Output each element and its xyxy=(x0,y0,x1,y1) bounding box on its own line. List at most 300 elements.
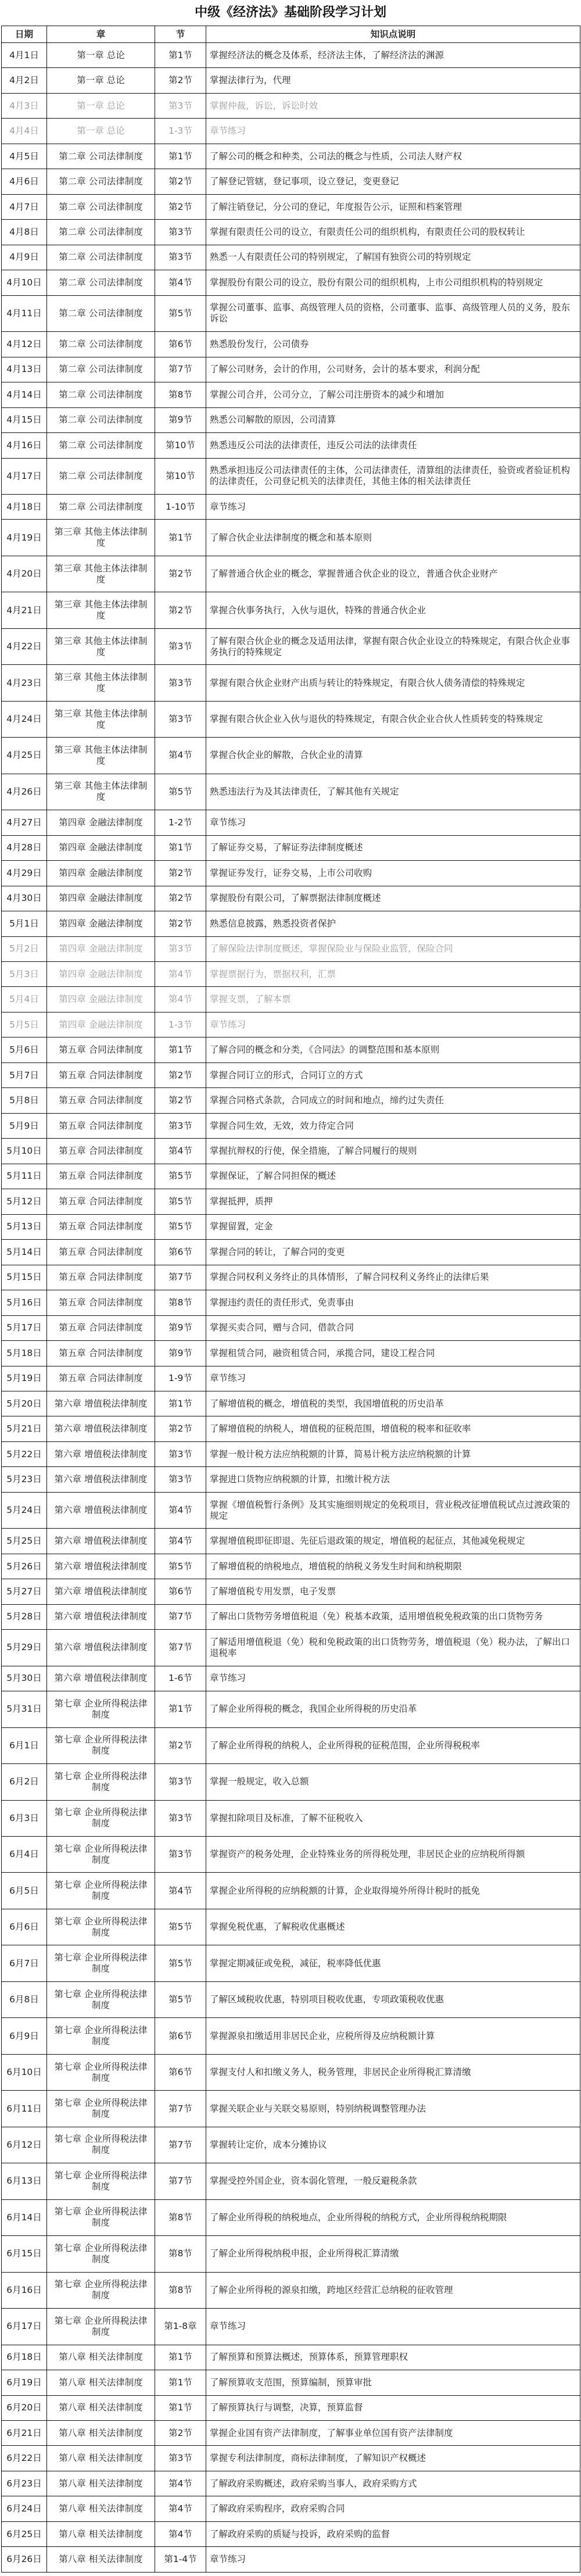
date-cell: 4月26日 xyxy=(2,774,47,810)
section-cell: 第3节 xyxy=(155,701,206,737)
section-cell: 第10节 xyxy=(155,433,206,458)
chapter-cell: 第三章 其他主体法律制度 xyxy=(47,628,155,664)
description-cell: 掌握受控外国企业，资本弱化管理，一般反避税条款 xyxy=(206,2163,580,2199)
chapter-cell: 第八章 相关法律制度 xyxy=(47,2446,155,2471)
chapter-cell: 第二章 公司法律制度 xyxy=(47,194,155,219)
table-row xyxy=(2,270,580,295)
section-cell: 第3节 xyxy=(155,1764,206,1800)
description-cell: 熟悉承担违反公司法律责任的主体，公司法律责任，清算组的法律责任，验资或者验证机构的法律责任，公司登记机关的法律责任，其他主体的相关法律责任 xyxy=(206,458,580,494)
date-cell: 6月1日 xyxy=(2,1727,47,1763)
date-cell: 5月24日 xyxy=(2,1492,47,1528)
section-cell: 第1节 xyxy=(155,835,206,860)
section-cell: 第9节 xyxy=(155,1341,206,1366)
chapter-cell: 第五章 合同法律制度 xyxy=(47,1341,155,1366)
date-cell: 6月22日 xyxy=(2,2446,47,2471)
section-cell: 第6节 xyxy=(155,1240,206,1265)
date-cell: 6月2日 xyxy=(2,1764,47,1800)
table-row xyxy=(2,1240,580,1265)
date-cell: 6月20日 xyxy=(2,2395,47,2420)
description-cell: 了解区域税收优惠，特别项目税收优惠，专项政策税收优惠 xyxy=(206,1981,580,2017)
table-row xyxy=(2,1945,580,1981)
chapter-cell: 第五章 合同法律制度 xyxy=(47,1139,155,1164)
chapter-cell: 第二章 公司法律制度 xyxy=(47,494,155,519)
chapter-cell: 第六章 增值税法律制度 xyxy=(47,1579,155,1604)
section-cell: 第7节 xyxy=(155,1265,206,1290)
date-cell: 6月11日 xyxy=(2,2091,47,2127)
table-row xyxy=(2,2471,580,2496)
table-row xyxy=(2,1164,580,1189)
section-cell: 第2节 xyxy=(155,1416,206,1441)
chapter-cell: 第一章 总论 xyxy=(47,119,155,144)
chapter-cell: 第七章 企业所得税法律制度 xyxy=(47,1800,155,1836)
date-cell: 5月21日 xyxy=(2,1416,47,1441)
chapter-cell: 第五章 合同法律制度 xyxy=(47,1164,155,1189)
chapter-cell: 第七章 企业所得税法律制度 xyxy=(47,2309,155,2345)
chapter-cell: 第四章 金融法律制度 xyxy=(47,886,155,911)
table-row xyxy=(2,2091,580,2127)
table-row xyxy=(2,987,580,1012)
column-header-date: 日期 xyxy=(2,26,47,43)
description-cell: 章节练习 xyxy=(206,1012,580,1037)
section-cell: 第6节 xyxy=(155,2054,206,2090)
date-cell: 4月7日 xyxy=(2,194,47,219)
table-row xyxy=(2,1981,580,2017)
section-cell: 第2节 xyxy=(155,861,206,886)
table-row xyxy=(2,936,580,961)
section-cell: 第7节 xyxy=(155,1630,206,1666)
description-cell: 掌握专利法律制度，商标法律制度，了解知识产权概述 xyxy=(206,2446,580,2471)
date-cell: 4月6日 xyxy=(2,169,47,194)
description-cell: 了解企业所得税的纳税人，企业所得税的征税范围，企业所得税税率 xyxy=(206,1727,580,1763)
description-cell: 掌握关联企业与关联交易原则，特别纳税调整管理办法 xyxy=(206,2091,580,2127)
table-row xyxy=(2,628,580,664)
section-cell: 第3节 xyxy=(155,1837,206,1873)
date-cell: 4月21日 xyxy=(2,592,47,628)
table-row xyxy=(2,911,580,936)
table-row xyxy=(2,494,580,519)
description-cell: 了解登记管辖，登记事项，设立登记，变更登记 xyxy=(206,169,580,194)
section-cell: 第1节 xyxy=(155,2345,206,2370)
description-cell: 掌握法律行为，代理 xyxy=(206,68,580,93)
table-row xyxy=(2,245,580,270)
section-cell: 第1节 xyxy=(155,1037,206,1062)
chapter-cell: 第二章 公司法律制度 xyxy=(47,169,155,194)
chapter-cell: 第七章 企业所得税法律制度 xyxy=(47,1873,155,1909)
description-cell: 掌握定期减征或免税，减征，税率降低优惠 xyxy=(206,1945,580,1981)
description-cell: 掌握源泉扣缴适用非居民企业，应税所得及应纳税额计算 xyxy=(206,2018,580,2054)
table-row xyxy=(2,1391,580,1416)
section-cell: 第4节 xyxy=(155,1492,206,1528)
section-cell: 1-9节 xyxy=(155,1366,206,1391)
table-row xyxy=(2,169,580,194)
table-row xyxy=(2,1579,580,1604)
table-row xyxy=(2,2127,580,2163)
description-cell: 掌握票据行为，票据权利，汇票 xyxy=(206,962,580,987)
section-cell: 第8节 xyxy=(155,1290,206,1315)
table-row xyxy=(2,1214,580,1239)
date-cell: 5月16日 xyxy=(2,1290,47,1315)
description-cell: 了解增值税专用发票，电子发票 xyxy=(206,1579,580,1604)
section-cell: 第4节 xyxy=(155,1873,206,1909)
table-row xyxy=(2,886,580,911)
date-cell: 4月20日 xyxy=(2,556,47,592)
description-cell: 掌握有限合伙企业入伙与退伙的特殊规定，有限合伙企业合伙人性质转变的特殊规定 xyxy=(206,701,580,737)
description-cell: 了解企业所得税的概念，我国企业所得税的历史沿革 xyxy=(206,1691,580,1727)
table-row xyxy=(2,1666,580,1691)
description-cell: 了解增值税的纳税地点，增值税的纳税义务发生时间和纳税期限 xyxy=(206,1554,580,1579)
section-cell: 第2节 xyxy=(155,2420,206,2445)
table-row xyxy=(2,194,580,219)
chapter-cell: 第三章 其他主体法律制度 xyxy=(47,665,155,701)
section-cell: 第4节 xyxy=(155,987,206,1012)
date-cell: 4月29日 xyxy=(2,861,47,886)
table-row xyxy=(2,1139,580,1164)
chapter-cell: 第七章 企业所得税法律制度 xyxy=(47,2091,155,2127)
date-cell: 5月15日 xyxy=(2,1265,47,1290)
chapter-cell: 第一章 总论 xyxy=(47,68,155,93)
section-cell: 第2节 xyxy=(155,1062,206,1087)
chapter-cell: 第五章 合同法律制度 xyxy=(47,1113,155,1138)
date-cell: 6月18日 xyxy=(2,2345,47,2370)
description-cell: 章节练习 xyxy=(206,1366,580,1391)
description-cell: 掌握留置，定金 xyxy=(206,1214,580,1239)
section-cell: 第1节 xyxy=(155,2370,206,2395)
date-cell: 4月13日 xyxy=(2,357,47,382)
date-cell: 5月13日 xyxy=(2,1214,47,1239)
description-cell: 熟悉违反公司法的法律责任，违反公司法的法律责任 xyxy=(206,433,580,458)
section-cell: 1-10节 xyxy=(155,494,206,519)
description-cell: 掌握合同格式条款，合同成立的时间和地点，缔约过失责任 xyxy=(206,1088,580,1113)
date-cell: 4月17日 xyxy=(2,458,47,494)
section-cell: 第3节 xyxy=(155,2446,206,2471)
chapter-cell: 第七章 企业所得税法律制度 xyxy=(47,1945,155,1981)
chapter-cell: 第四章 金融法律制度 xyxy=(47,810,155,835)
table-row xyxy=(2,2370,580,2395)
section-cell: 第2节 xyxy=(155,1088,206,1113)
description-cell: 掌握合同生效，无效，效力待定合同 xyxy=(206,1113,580,1138)
date-cell: 5月3日 xyxy=(2,962,47,987)
section-cell: 1-6节 xyxy=(155,1666,206,1691)
table-row xyxy=(2,1529,580,1554)
date-cell: 4月30日 xyxy=(2,886,47,911)
section-cell: 第7节 xyxy=(155,2163,206,2199)
table-row xyxy=(2,382,580,407)
date-cell: 4月14日 xyxy=(2,382,47,407)
chapter-cell: 第六章 增值税法律制度 xyxy=(47,1416,155,1441)
chapter-cell: 第七章 企业所得税法律制度 xyxy=(47,1981,155,2017)
section-cell: 第1节 xyxy=(155,1691,206,1727)
table-row xyxy=(2,1441,580,1466)
table-row xyxy=(2,1764,580,1800)
chapter-cell: 第八章 相关法律制度 xyxy=(47,2547,155,2572)
date-cell: 5月31日 xyxy=(2,1691,47,1727)
description-cell: 了解企业所得税的源泉扣缴，跨地区经营汇总纳税的征收管理 xyxy=(206,2272,580,2308)
table-row xyxy=(2,962,580,987)
date-cell: 6月6日 xyxy=(2,1909,47,1945)
section-cell: 第2节 xyxy=(155,886,206,911)
description-cell: 掌握企业所得税的应纳税额的计算，企业取得境外所得计税时的抵免 xyxy=(206,1873,580,1909)
description-cell: 了解普通合伙企业的概念，掌握普通合伙企业的设立，普通合伙企业财产 xyxy=(206,556,580,592)
description-cell: 了解增值税的概念，增值税的类型，我国增值税的历史沿革 xyxy=(206,1391,580,1416)
section-cell: 第3节 xyxy=(155,93,206,118)
description-cell: 熟悉违法行为及其法律责任，了解其他有关规定 xyxy=(206,774,580,810)
chapter-cell: 第二章 公司法律制度 xyxy=(47,245,155,270)
description-cell: 掌握合伙事务执行，入伙与退伙，特殊的普通合伙企业 xyxy=(206,592,580,628)
section-cell: 第2节 xyxy=(155,556,206,592)
description-cell: 了解企业所得税的纳税地点，企业所得税的纳税方式，企业所得税纳税期限 xyxy=(206,2199,580,2235)
date-cell: 5月14日 xyxy=(2,1240,47,1265)
section-cell: 第4节 xyxy=(155,270,206,295)
section-cell: 第8节 xyxy=(155,382,206,407)
chapter-cell: 第七章 企业所得税法律制度 xyxy=(47,1764,155,1800)
section-cell: 第1节 xyxy=(155,1391,206,1416)
chapter-cell: 第二章 公司法律制度 xyxy=(47,144,155,169)
description-cell: 掌握合同权利义务终止的具体情形，了解合同权利义务终止的法律后果 xyxy=(206,1265,580,1290)
section-cell: 第1节 xyxy=(155,144,206,169)
section-cell: 第8节 xyxy=(155,2199,206,2235)
column-header-description: 知识点说明 xyxy=(206,26,580,43)
chapter-cell: 第二章 公司法律制度 xyxy=(47,458,155,494)
description-cell: 掌握合同的转让，了解合同的变更 xyxy=(206,1240,580,1265)
chapter-cell: 第八章 相关法律制度 xyxy=(47,2395,155,2420)
description-cell: 了解政府采购程序，政府采购合同 xyxy=(206,2496,580,2521)
description-cell: 掌握一般计税方法应纳税额的计算，简易计税方法应纳税额的计算 xyxy=(206,1441,580,1466)
chapter-cell: 第五章 合同法律制度 xyxy=(47,1088,155,1113)
description-cell: 掌握一般规定，收入总额 xyxy=(206,1764,580,1800)
description-cell: 熟悉公司解散的原因，公司清算 xyxy=(206,407,580,432)
section-cell: 第2节 xyxy=(155,1727,206,1763)
section-cell: 第4节 xyxy=(155,738,206,774)
table-row xyxy=(2,2018,580,2054)
section-cell: 第6节 xyxy=(155,332,206,357)
chapter-cell: 第七章 企业所得税法律制度 xyxy=(47,1837,155,1873)
section-cell: 第4节 xyxy=(155,2521,206,2546)
chapter-cell: 第八章 相关法律制度 xyxy=(47,2370,155,2395)
date-cell: 5月26日 xyxy=(2,1554,47,1579)
description-cell: 熟悉一人有限责任公司的特别规定，了解国有独资公司的特别规定 xyxy=(206,245,580,270)
date-cell: 5月20日 xyxy=(2,1391,47,1416)
description-cell: 掌握进口货物应纳税额的计算，扣缴计税方法 xyxy=(206,1467,580,1492)
date-cell: 4月28日 xyxy=(2,835,47,860)
date-cell: 5月11日 xyxy=(2,1164,47,1189)
table-row xyxy=(2,665,580,701)
table-row xyxy=(2,1062,580,1087)
table-row xyxy=(2,2309,580,2345)
description-cell: 了解公司的概念和种类，公司法的概念与性质，公司法人财产权 xyxy=(206,144,580,169)
chapter-cell: 第三章 其他主体法律制度 xyxy=(47,520,155,556)
description-cell: 掌握保证，了解合同担保的概述 xyxy=(206,1164,580,1189)
date-cell: 6月9日 xyxy=(2,2018,47,2054)
chapter-cell: 第八章 相关法律制度 xyxy=(47,2496,155,2521)
description-cell: 章节练习 xyxy=(206,2309,580,2345)
chapter-cell: 第七章 企业所得税法律制度 xyxy=(47,1909,155,1945)
table-row xyxy=(2,2199,580,2235)
date-cell: 6月17日 xyxy=(2,2309,47,2345)
date-cell: 5月2日 xyxy=(2,936,47,961)
table-row xyxy=(2,1873,580,1909)
chapter-cell: 第二章 公司法律制度 xyxy=(47,407,155,432)
section-cell: 第2节 xyxy=(155,194,206,219)
date-cell: 6月25日 xyxy=(2,2521,47,2546)
description-cell: 章节练习 xyxy=(206,119,580,144)
description-cell: 了解证券交易，了解证券法律制度概述 xyxy=(206,835,580,860)
table-row xyxy=(2,1837,580,1873)
chapter-cell: 第八章 相关法律制度 xyxy=(47,2521,155,2546)
date-cell: 5月5日 xyxy=(2,1012,47,1037)
table-row xyxy=(2,1189,580,1214)
chapter-cell: 第二章 公司法律制度 xyxy=(47,357,155,382)
chapter-cell: 第一章 总论 xyxy=(47,93,155,118)
chapter-cell: 第七章 企业所得税法律制度 xyxy=(47,2272,155,2308)
description-cell: 掌握企业国有资产法律制度，了解事业单位国有资产法律制度 xyxy=(206,2420,580,2445)
description-cell: 了解合伙企业法律制度的概念和基本原则 xyxy=(206,520,580,556)
date-cell: 5月7日 xyxy=(2,1062,47,1087)
chapter-cell: 第八章 相关法律制度 xyxy=(47,2471,155,2496)
chapter-cell: 第七章 企业所得税法律制度 xyxy=(47,2163,155,2199)
section-cell: 第7节 xyxy=(155,2127,206,2163)
date-cell: 5月28日 xyxy=(2,1604,47,1629)
chapter-cell: 第五章 合同法律制度 xyxy=(47,1189,155,1214)
date-cell: 4月19日 xyxy=(2,520,47,556)
table-row xyxy=(2,1467,580,1492)
section-cell: 第5节 xyxy=(155,1189,206,1214)
date-cell: 5月17日 xyxy=(2,1315,47,1340)
description-cell: 了解预算和预算法概述，预算体系，预算管理职权 xyxy=(206,2345,580,2370)
table-header-row xyxy=(2,26,580,43)
section-cell: 第5节 xyxy=(155,1164,206,1189)
description-cell: 了解注销登记，分公司的登记，年度报告公示，证照和档案管理 xyxy=(206,194,580,219)
table-row xyxy=(2,220,580,245)
date-cell: 5月19日 xyxy=(2,1366,47,1391)
table-row xyxy=(2,119,580,144)
description-cell: 了解有限合伙企业的概念及适用法律，掌握有限合伙企业设立的特殊规定，有限合伙企业事务执行的特殊规定 xyxy=(206,628,580,664)
table-row xyxy=(2,2496,580,2521)
date-cell: 6月26日 xyxy=(2,2547,47,2572)
description-cell: 熟悉信息披露，熟悉投资者保护 xyxy=(206,911,580,936)
section-cell: 第5节 xyxy=(155,1945,206,1981)
section-cell: 第1节 xyxy=(155,43,206,68)
table-row xyxy=(2,1492,580,1528)
date-cell: 6月15日 xyxy=(2,2236,47,2272)
section-cell: 第7节 xyxy=(155,357,206,382)
chapter-cell: 第六章 增值税法律制度 xyxy=(47,1467,155,1492)
table-row xyxy=(2,1088,580,1113)
table-row xyxy=(2,2521,580,2546)
section-cell: 第5节 xyxy=(155,295,206,331)
chapter-cell: 第四章 金融法律制度 xyxy=(47,936,155,961)
date-cell: 5月27日 xyxy=(2,1579,47,1604)
date-cell: 4月27日 xyxy=(2,810,47,835)
chapter-cell: 第五章 合同法律制度 xyxy=(47,1315,155,1340)
section-cell: 第2节 xyxy=(155,592,206,628)
chapter-cell: 第五章 合同法律制度 xyxy=(47,1240,155,1265)
section-cell: 第3节 xyxy=(155,245,206,270)
section-cell: 第4节 xyxy=(155,962,206,987)
table-row xyxy=(2,738,580,774)
table-row xyxy=(2,1265,580,1290)
table-row xyxy=(2,1315,580,1340)
section-cell: 第4节 xyxy=(155,2471,206,2496)
description-cell: 掌握有限合伙企业财产出质与转让的特殊规定，有限合伙人债务清偿的特殊规定 xyxy=(206,665,580,701)
description-cell: 掌握扣除项目及标准，了解不征税收入 xyxy=(206,1800,580,1836)
description-cell: 掌握抵押，质押 xyxy=(206,1189,580,1214)
date-cell: 4月16日 xyxy=(2,433,47,458)
chapter-cell: 第七章 企业所得税法律制度 xyxy=(47,1691,155,1727)
section-cell: 第3节 xyxy=(155,1467,206,1492)
description-cell: 掌握支票，了解本票 xyxy=(206,987,580,1012)
date-cell: 4月11日 xyxy=(2,295,47,331)
chapter-cell: 第六章 增值税法律制度 xyxy=(47,1554,155,1579)
description-cell: 了解保险法律制度概述，掌握保险业与保险业监管，保险合同 xyxy=(206,936,580,961)
description-cell: 掌握转让定价，成本分摊协议 xyxy=(206,2127,580,2163)
page-title: 中级《经济法》基础阶段学习计划 xyxy=(194,5,386,20)
section-cell: 第5节 xyxy=(155,774,206,810)
chapter-cell: 第八章 相关法律制度 xyxy=(47,2345,155,2370)
chapter-cell: 第七章 企业所得税法律制度 xyxy=(47,2236,155,2272)
section-cell: 第9节 xyxy=(155,407,206,432)
table-row xyxy=(2,835,580,860)
table-body xyxy=(2,43,580,2573)
section-cell: 第5节 xyxy=(155,1554,206,1579)
description-cell: 了解政府采购概述，政府采购当事人，政府采购方式 xyxy=(206,2471,580,2496)
chapter-cell: 第七章 企业所得税法律制度 xyxy=(47,2199,155,2235)
section-cell: 第3节 xyxy=(155,1800,206,1836)
section-cell: 第3节 xyxy=(155,936,206,961)
section-cell: 第5节 xyxy=(155,1909,206,1945)
description-cell: 了解适用增值税退（免）税和免税政策的出口货物劳务，增值税退（免）税办法，了解出口退税率 xyxy=(206,1630,580,1666)
date-cell: 5月25日 xyxy=(2,1529,47,1554)
description-cell: 掌握有限责任公司的设立，有限责任公司的组织机构，有限责任公司的股权转让 xyxy=(206,220,580,245)
description-cell: 掌握合同订立的形式，合同订立的方式 xyxy=(206,1062,580,1087)
section-cell: 1-3节 xyxy=(155,119,206,144)
chapter-cell: 第五章 合同法律制度 xyxy=(47,1366,155,1391)
table-row xyxy=(2,2345,580,2370)
date-cell: 4月25日 xyxy=(2,738,47,774)
table-row xyxy=(2,701,580,737)
chapter-cell: 第二章 公司法律制度 xyxy=(47,332,155,357)
date-cell: 4月22日 xyxy=(2,628,47,664)
section-cell: 第6节 xyxy=(155,2018,206,2054)
date-cell: 5月10日 xyxy=(2,1139,47,1164)
table-row xyxy=(2,144,580,169)
date-cell: 4月15日 xyxy=(2,407,47,432)
chapter-cell: 第二章 公司法律制度 xyxy=(47,433,155,458)
description-cell: 掌握抗辩权的行使，保全措施，了解合同履行的规则 xyxy=(206,1139,580,1164)
chapter-cell: 第六章 增值税法律制度 xyxy=(47,1529,155,1554)
date-cell: 4月9日 xyxy=(2,245,47,270)
table-row xyxy=(2,2054,580,2090)
date-cell: 6月23日 xyxy=(2,2471,47,2496)
date-cell: 6月21日 xyxy=(2,2420,47,2445)
table-row xyxy=(2,2236,580,2272)
date-cell: 5月12日 xyxy=(2,1189,47,1214)
table-row xyxy=(2,810,580,835)
date-cell: 6月14日 xyxy=(2,2199,47,2235)
date-cell: 5月9日 xyxy=(2,1113,47,1138)
chapter-cell: 第五章 合同法律制度 xyxy=(47,1214,155,1239)
date-cell: 5月4日 xyxy=(2,987,47,1012)
description-cell: 了解增值税的纳税人，增值税的征税范围，增值税的税率和征收率 xyxy=(206,1416,580,1441)
table-row xyxy=(2,2272,580,2308)
section-cell: 第3节 xyxy=(155,628,206,664)
description-cell: 章节练习 xyxy=(206,2547,580,2572)
date-cell: 4月8日 xyxy=(2,220,47,245)
date-cell: 5月30日 xyxy=(2,1666,47,1691)
section-cell: 第4节 xyxy=(155,1139,206,1164)
chapter-cell: 第四章 金融法律制度 xyxy=(47,835,155,860)
chapter-cell: 第四章 金融法律制度 xyxy=(47,962,155,987)
table-row xyxy=(2,93,580,118)
